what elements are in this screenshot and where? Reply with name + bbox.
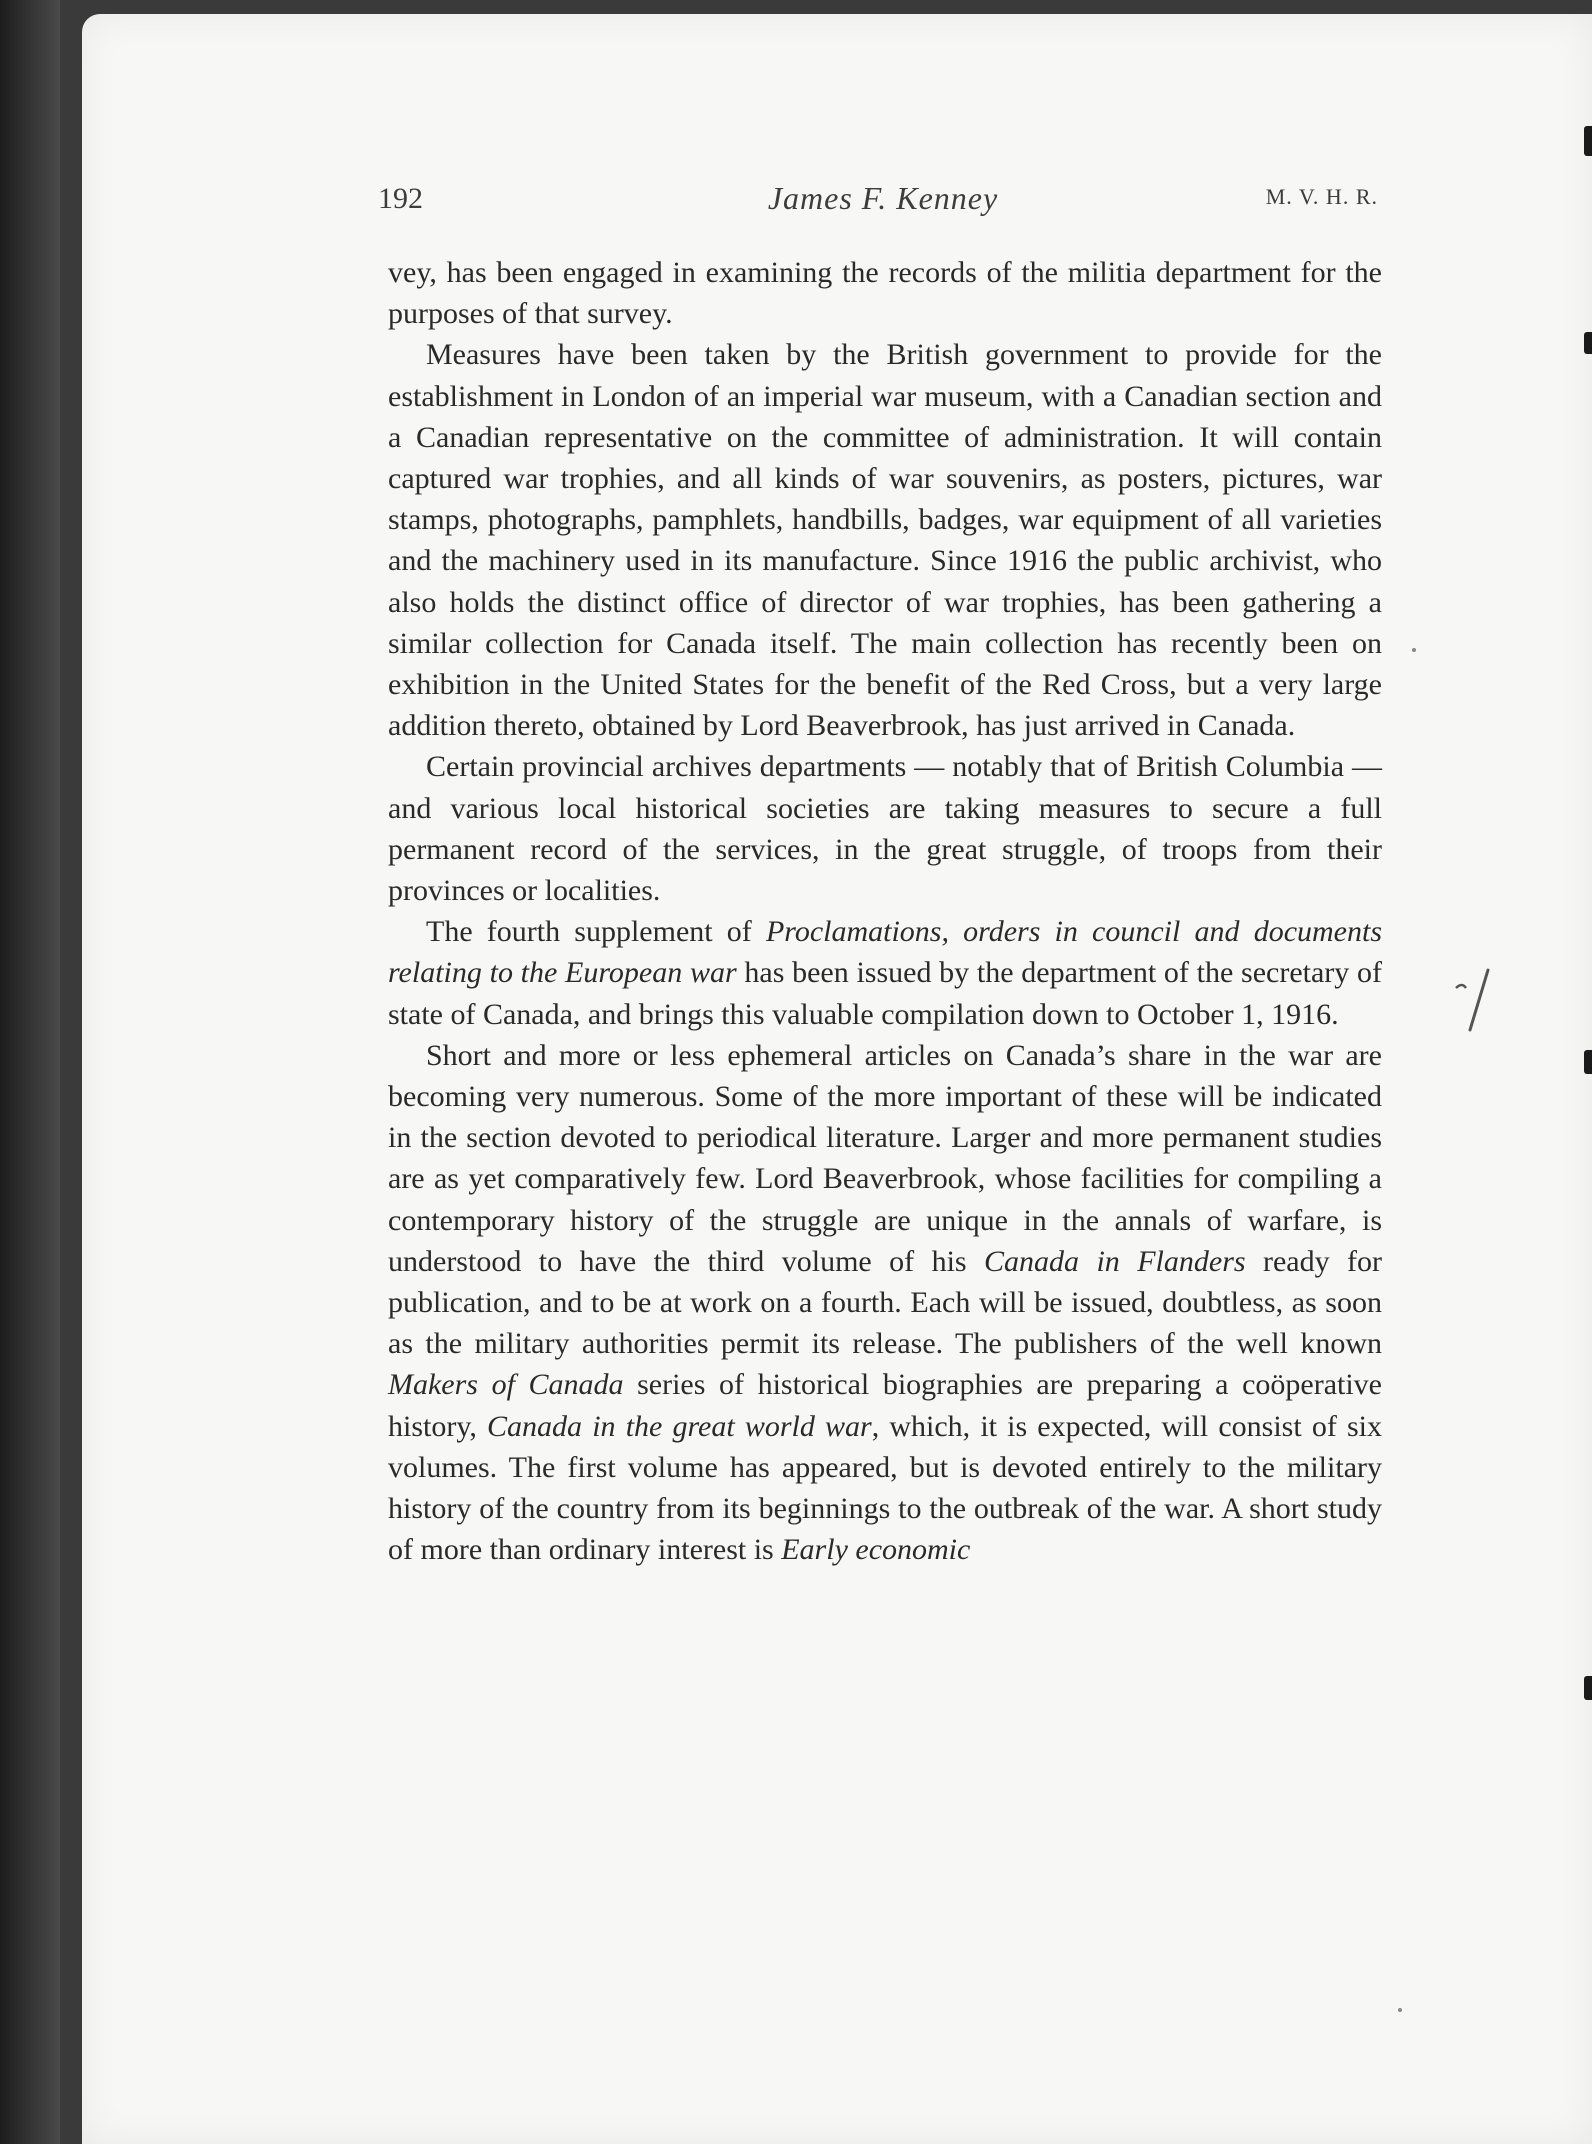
- dust-speck: [1412, 648, 1416, 652]
- paragraph: [388, 334, 1382, 746]
- edge-tick-mark: [1584, 1050, 1592, 1074]
- page-header: [378, 178, 1388, 228]
- italic-title: Makers of Canada: [388, 1368, 624, 1402]
- italic-title: Early economic: [781, 1533, 971, 1567]
- text-run: has been issued by the department of the secretary of state of Canada, and brings this valuable compilation down to October 1, 1916.: [388, 956, 1382, 1031]
- text-run: vey, has been engaged in examining the records of the militia department for the purposes of that survey.: [388, 256, 1382, 331]
- paragraph: [388, 911, 1382, 1035]
- edge-tick-mark: [1584, 1676, 1592, 1700]
- italic-title: Canada in Flanders: [984, 1244, 1246, 1278]
- text-run: The fourth supplement of: [426, 915, 766, 949]
- body-text: [388, 252, 1382, 1571]
- page-number: 192: [378, 182, 423, 215]
- text-run: series of historical biographies are preparing a coöperative history,: [388, 1368, 1382, 1443]
- dust-speck: [1398, 2008, 1402, 2012]
- text-run: , which, it is expected, will consist of six volumes. The first volume has appeared, but is devoted entirely to the military history of the country from its beginnings to the outbreak of the war. A short study of more than ordinary interest is: [388, 1409, 1382, 1567]
- text-run: Short and more or less ephemeral articles on Canada’s share in the war are becoming very numerous. Some of the more important of these will be indicated in the section devoted to periodical literature. Larger and more permanent studies are as yet comparatively few. Lord Beaverbrook, whose facilities for compiling a contemporary history of the struggle are unique in the annals of warfare, is understood to have the third volume of his: [388, 1038, 1382, 1278]
- italic-title: Canada in the great world war: [487, 1409, 872, 1443]
- edge-tick-mark: [1584, 332, 1592, 354]
- italic-title: Proclamations, orders in council and documents relating to the European war: [388, 915, 1382, 990]
- scanner-edge-shadow: [0, 0, 60, 2144]
- handwritten-margin-mark: [1452, 966, 1498, 1036]
- text-run: ready for publication, and to be at work on a fourth. Each will be issued, doubtless, as soon as the military authorities permit its release. The publishers of the well known: [388, 1244, 1383, 1361]
- paragraph: [388, 1035, 1382, 1571]
- paragraph: [388, 746, 1382, 911]
- paragraph: [388, 252, 1382, 334]
- running-title: James F. Kenney: [767, 180, 999, 216]
- text-run: Measures have been taken by the British government to provide for the establishment in London of an imperial war museum, with a Canadian section and a Canadian representative on the committee of administration. It will contain captured war trophies, and all kinds of war souvenirs, as posters, pictures, war stamps, photographs, pamphlets, handbills, badges, war equipment of all varieties and the machinery used in its manufacture. Since 1916 the public archivist, who also holds the distinct office of director of war trophies, has been gathering a similar collection for Canada itself. The main collection has recently been on exhibition in the United States for the benefit of the Red Cross, but a very large addition thereto, obtained by Lord Beaverbrook, has just arrived in Canada.: [388, 338, 1382, 743]
- text-run: Certain provincial archives departments — notably that of British Columbia — and various local historical societies are taking measures to secure a full permanent record of the services, in the great struggle, of troops from their provinces or localities.: [388, 750, 1382, 908]
- edge-tick-mark: [1584, 126, 1592, 156]
- journal-abbreviation: M. V. H. R.: [1265, 184, 1378, 209]
